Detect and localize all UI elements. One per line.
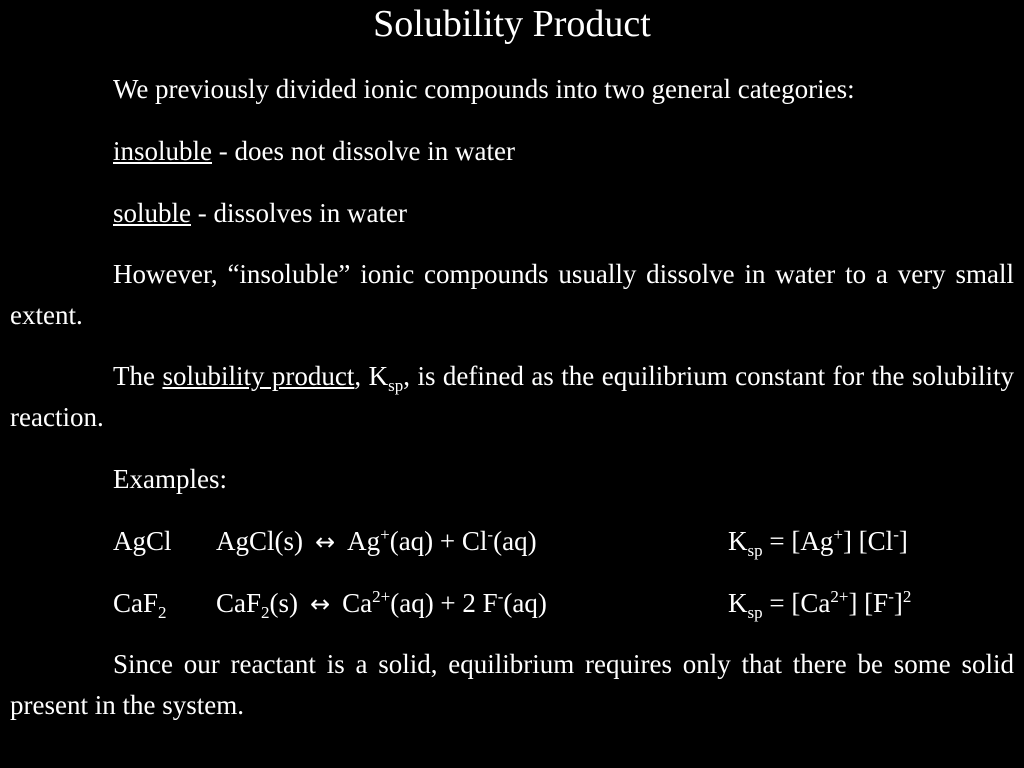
text-fragment: , is defined as the equilibrium constant for the solubility reaction. xyxy=(10,361,1014,432)
text-fragment: ] [Cl xyxy=(842,526,894,556)
compound-name: AgCl xyxy=(113,526,172,556)
reactant: AgCl(s) xyxy=(216,526,303,556)
slide xyxy=(10,0,1014,726)
compound-name xyxy=(113,583,167,624)
text-fragment: (aq) + 2 F xyxy=(390,588,498,618)
subscript: sp xyxy=(747,603,763,622)
soluble-description: - dissolves in water xyxy=(191,198,407,228)
charge: + xyxy=(833,525,843,544)
soluble-term: soluble xyxy=(113,198,191,228)
charge: - xyxy=(893,525,899,544)
dissolution-equation xyxy=(216,521,537,563)
equilibrium-arrow-icon: ↔ xyxy=(315,528,336,556)
example-agcl xyxy=(113,521,1014,562)
insoluble-term: insoluble xyxy=(113,136,212,166)
subscript: sp xyxy=(388,376,404,395)
text-fragment: ] [F xyxy=(848,588,889,618)
cation: Ag xyxy=(347,526,381,556)
text-fragment: ] xyxy=(898,526,908,556)
dissolution-equation xyxy=(216,583,547,625)
text-fragment: = [Ca xyxy=(762,588,831,618)
charge: - xyxy=(888,587,894,606)
ksp-expression xyxy=(728,521,908,562)
subscript: sp xyxy=(747,541,763,560)
text-fragment: (s) xyxy=(269,588,299,618)
subscript: 2 xyxy=(261,603,270,622)
soluble-definition xyxy=(113,193,1014,234)
closing-paragraph: Since our reactant is a solid, equilibrium requires only that there be some solid present in the system. xyxy=(10,649,1014,720)
examples-label: Examples: xyxy=(113,464,227,494)
example-caf2 xyxy=(113,583,1014,624)
charge: - xyxy=(497,587,504,606)
ksp-symbol: K xyxy=(728,588,748,618)
text-fragment: ] xyxy=(893,588,903,618)
charge: + xyxy=(380,525,390,544)
insoluble-definition xyxy=(113,131,1014,172)
intro-paragraph: We previously divided ionic compounds into two general categories: xyxy=(113,74,855,104)
reactant: CaF xyxy=(216,588,262,618)
text-fragment: , K xyxy=(354,361,389,391)
text-fragment: (aq) xyxy=(493,526,537,556)
however-paragraph: However, “insoluble” ionic compounds usually dissolve in water to a very small extent. xyxy=(10,259,1014,330)
text-fragment: (aq) + Cl xyxy=(389,526,488,556)
solubility-product-paragraph xyxy=(10,356,1014,438)
insoluble-description: - does not dissolve in water xyxy=(212,136,515,166)
ksp-symbol: K xyxy=(728,526,748,556)
charge: 2+ xyxy=(372,587,391,606)
text-fragment: (aq) xyxy=(503,588,547,618)
cation: Ca xyxy=(342,588,373,618)
text-fragment: = [Ag xyxy=(762,526,834,556)
subscript: 2 xyxy=(158,603,167,622)
solubility-product-term: solubility product xyxy=(162,361,355,391)
text-fragment: The xyxy=(113,361,163,391)
charge: 2+ xyxy=(830,587,849,606)
slide-title: Solubility Product xyxy=(373,3,651,45)
charge: - xyxy=(487,525,494,544)
exponent: 2 xyxy=(902,587,912,606)
text-fragment: CaF xyxy=(113,588,159,618)
equilibrium-arrow-icon: ↔ xyxy=(310,590,331,618)
ksp-expression xyxy=(728,583,911,624)
